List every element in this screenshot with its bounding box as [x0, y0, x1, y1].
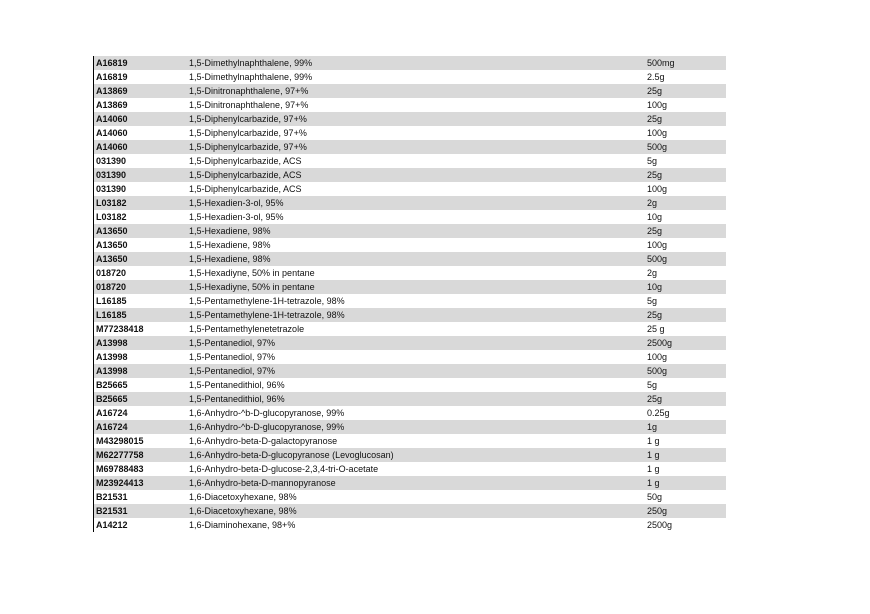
table-row: [94, 448, 726, 462]
product-code: 031390: [96, 184, 127, 194]
table-row: [94, 154, 726, 168]
product-code: A13998: [96, 338, 128, 348]
product-code: M43298015: [96, 436, 144, 446]
table-row: [94, 308, 726, 322]
product-name: 1,5-Hexadien-3-ol, 95%: [189, 198, 284, 208]
product-code: 018720: [96, 268, 127, 278]
product-code: M62277758: [96, 450, 144, 460]
package-size: 2500g: [647, 520, 673, 530]
product-code: 031390: [96, 170, 127, 180]
package-size: 1 g: [647, 478, 660, 488]
table-row: [94, 280, 726, 294]
product-code: A16819: [96, 58, 128, 68]
product-name: 1,5-Diphenylcarbazide, ACS: [189, 156, 302, 166]
package-size: 2g: [647, 198, 658, 208]
product-code: M77238418: [96, 324, 144, 334]
product-name: 1,5-Dimethylnaphthalene, 99%: [189, 72, 313, 82]
product-code: 031390: [96, 156, 127, 166]
product-name: 1,5-Pentanediol, 97%: [189, 352, 276, 362]
table-row: [94, 56, 726, 70]
package-size: 10g: [647, 212, 663, 222]
package-size: 5g: [647, 296, 658, 306]
table-row: [94, 378, 726, 392]
product-name: 1,5-Pentanedithiol, 96%: [189, 394, 285, 404]
product-name: 1,6-Anhydro-beta-D-galactopyranose: [189, 436, 338, 446]
table-row: [94, 364, 726, 378]
table-row: [94, 420, 726, 434]
product-code: L16185: [96, 310, 127, 320]
package-size: 100g: [647, 184, 668, 194]
table-row: [94, 490, 726, 504]
product-code: A13998: [96, 352, 128, 362]
product-code: B21531: [96, 492, 128, 502]
table-row: [94, 406, 726, 420]
package-size: 25g: [647, 394, 663, 404]
product-code: B25665: [96, 380, 128, 390]
product-code: A14060: [96, 114, 128, 124]
table-row: [94, 294, 726, 308]
product-name: 1,6-Anhydro-beta-D-mannopyranose: [189, 478, 336, 488]
product-name: 1,6-Diacetoxyhexane, 98%: [189, 492, 297, 502]
product-name: 1,5-Diphenylcarbazide, ACS: [189, 170, 302, 180]
product-name: 1,5-Dinitronaphthalene, 97+%: [189, 100, 309, 110]
table-row: [94, 140, 726, 154]
package-size: 1 g: [647, 464, 660, 474]
table-row: [94, 476, 726, 490]
product-name: 1,6-Anhydro-beta-D-glucopyranose (Levoglucosan): [189, 450, 394, 460]
table-row: [94, 462, 726, 476]
table-row: [94, 504, 726, 518]
product-name: 1,6-Diaminohexane, 98+%: [189, 520, 296, 530]
product-name: 1,5-Hexadiene, 98%: [189, 240, 271, 250]
product-code: B25665: [96, 394, 128, 404]
package-size: 100g: [647, 352, 668, 362]
product-code: M69788483: [96, 464, 144, 474]
product-name: 1,5-Hexadiyne, 50% in pentane: [189, 282, 315, 292]
product-code: A14212: [96, 520, 128, 530]
product-code: L03182: [96, 212, 127, 222]
product-name: 1,6-Anhydro-^b-D-glucopyranose, 99%: [189, 408, 345, 418]
table-row: [94, 196, 726, 210]
product-code: A13869: [96, 100, 128, 110]
product-code: A13650: [96, 254, 128, 264]
package-size: 500g: [647, 366, 668, 376]
product-code: L03182: [96, 198, 127, 208]
product-name: 1,5-Pentamethylene-1H-tetrazole, 98%: [189, 296, 345, 306]
product-code: A14060: [96, 142, 128, 152]
table-row: [94, 266, 726, 280]
product-name: 1,5-Diphenylcarbazide, 97+%: [189, 114, 307, 124]
product-name: 1,5-Pentamethylene-1H-tetrazole, 98%: [189, 310, 345, 320]
table-row: [94, 238, 726, 252]
product-code: A16724: [96, 408, 128, 418]
table-row: [94, 182, 726, 196]
product-name: 1,6-Diacetoxyhexane, 98%: [189, 506, 297, 516]
product-name: 1,6-Anhydro-^b-D-glucopyranose, 99%: [189, 422, 345, 432]
product-name: 1,5-Hexadiene, 98%: [189, 254, 271, 264]
package-size: 1 g: [647, 450, 660, 460]
package-size: 2.5g: [647, 72, 665, 82]
product-code: A13650: [96, 240, 128, 250]
product-name: 1,5-Hexadiene, 98%: [189, 226, 271, 236]
package-size: 500g: [647, 254, 668, 264]
product-name: 1,5-Diphenylcarbazide, 97+%: [189, 128, 307, 138]
product-code: M23924413: [96, 478, 144, 488]
product-code: 018720: [96, 282, 127, 292]
table-row: [94, 224, 726, 238]
table-row: [94, 168, 726, 182]
product-code: A13998: [96, 366, 128, 376]
product-code: A16724: [96, 422, 128, 432]
table-row: [94, 70, 726, 84]
product-name: 1,5-Diphenylcarbazide, 97+%: [189, 142, 307, 152]
table-row: [94, 84, 726, 98]
package-size: 2g: [647, 268, 658, 278]
product-name: 1,5-Pentanediol, 97%: [189, 366, 276, 376]
package-size: 100g: [647, 240, 668, 250]
package-size: 5g: [647, 156, 658, 166]
product-name: 1,5-Dimethylnaphthalene, 99%: [189, 58, 313, 68]
product-name: 1,5-Pentanedithiol, 96%: [189, 380, 285, 390]
product-name: 1,5-Pentamethylenetetrazole: [189, 324, 305, 334]
table-row: [94, 336, 726, 350]
package-size: 25g: [647, 226, 663, 236]
table-row: [94, 518, 726, 532]
product-code: A13650: [96, 226, 128, 236]
package-size: 500mg: [647, 58, 675, 68]
product-name: 1,5-Pentanediol, 97%: [189, 338, 276, 348]
package-size: 1g: [647, 422, 658, 432]
table-row: [94, 98, 726, 112]
package-size: 100g: [647, 100, 668, 110]
product-code: B21531: [96, 506, 128, 516]
product-code: L16185: [96, 296, 127, 306]
package-size: 25g: [647, 310, 663, 320]
product-code: A16819: [96, 72, 128, 82]
table-row: [94, 210, 726, 224]
product-name: 1,5-Diphenylcarbazide, ACS: [189, 184, 302, 194]
package-size: 25g: [647, 170, 663, 180]
package-size: 1 g: [647, 436, 660, 446]
package-size: 50g: [647, 492, 663, 502]
product-code: A13869: [96, 86, 128, 96]
table-row: [94, 322, 726, 336]
table-row: [94, 434, 726, 448]
product-name: 1,5-Hexadiyne, 50% in pentane: [189, 268, 315, 278]
package-size: 25g: [647, 114, 663, 124]
table-row: [94, 252, 726, 266]
package-size: 100g: [647, 128, 668, 138]
product-code: A14060: [96, 128, 128, 138]
package-size: 25 g: [647, 324, 665, 334]
product-name: 1,6-Anhydro-beta-D-glucose-2,3,4-tri-O-acetate: [189, 464, 379, 474]
product-name: 1,5-Dinitronaphthalene, 97+%: [189, 86, 309, 96]
table-row: [94, 126, 726, 140]
table-row: [94, 392, 726, 406]
package-size: 10g: [647, 282, 663, 292]
package-size: 5g: [647, 380, 658, 390]
package-size: 500g: [647, 142, 668, 152]
product-table: [93, 56, 726, 532]
package-size: 25g: [647, 86, 663, 96]
package-size: 250g: [647, 506, 668, 516]
package-size: 2500g: [647, 338, 673, 348]
table-row: [94, 112, 726, 126]
package-size: 0.25g: [647, 408, 670, 418]
product-name: 1,5-Hexadien-3-ol, 95%: [189, 212, 284, 222]
table-row: [94, 350, 726, 364]
